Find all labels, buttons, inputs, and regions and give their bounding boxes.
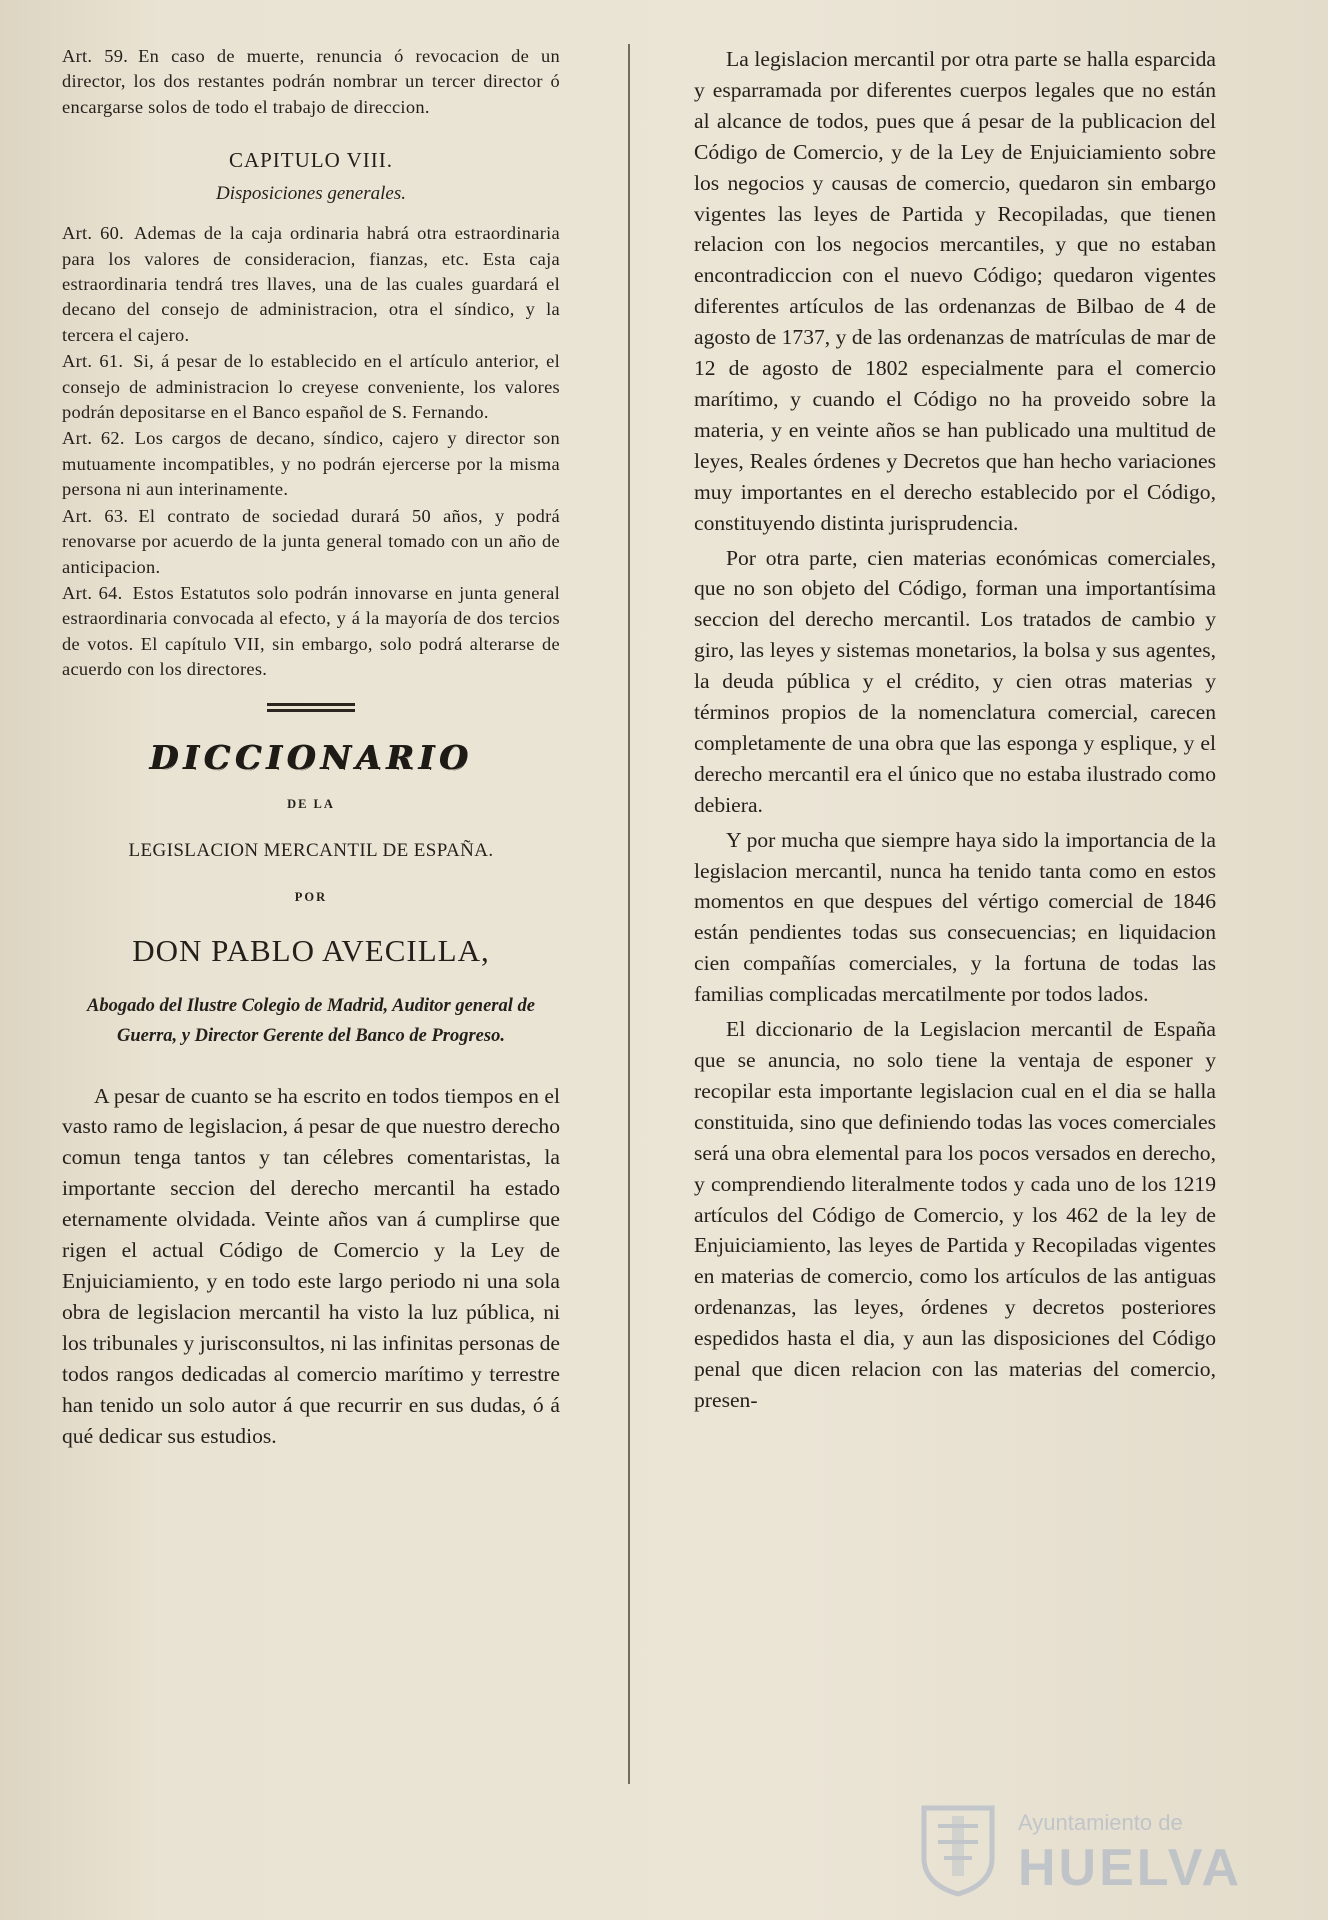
author-credentials: Abogado del Ilustre Colegio de Madrid, Auditor general de Guerra, y Director Gerente del Banco de Progreso. bbox=[87, 995, 535, 1046]
articles-list bbox=[62, 221, 560, 682]
right-body bbox=[694, 44, 1216, 1416]
section-divider bbox=[267, 703, 355, 712]
heading-legislacion: LEGISLACION MERCANTIL DE ESPAÑA. bbox=[128, 839, 494, 861]
articles-top bbox=[62, 44, 560, 120]
column-rule bbox=[628, 44, 630, 1784]
right-column bbox=[694, 44, 1216, 1416]
archive-watermark bbox=[918, 1800, 1248, 1900]
article-number: Art. 59. bbox=[62, 46, 129, 66]
left-body bbox=[62, 1081, 560, 1452]
article-number: Art. 61. bbox=[62, 351, 124, 372]
article-59 bbox=[62, 44, 560, 120]
paragraph: Por otra parte, cien materias económicas comerciales, que no son objeto del Código, forman una importantísima seccion del derecho mercantil. Los tratados de cambio y giro, las leyes y sistemas monetarios, la bolsa y sus agentes, la deuda pública y el crédito, y cien otras materias y términos propios de la nomenclatura comercial, carecen completamente de una obra que las esponga y esplique, y el derecho mercantil era el único que no estaba ilustrado como debiera. bbox=[694, 545, 1216, 817]
article-number: Art. 62. bbox=[62, 428, 125, 449]
city-shield-icon bbox=[918, 1802, 998, 1898]
article-61 bbox=[62, 349, 560, 425]
article-text: Ademas de la caja ordinaria habrá otra estraordinaria para los valores de consideracion, fianzas, etc. Esta caja estraordinaria tendrá tres llaves, una de las cuales guardará el decano del consejo de administracion, otra el síndico, y la tercera el cajero. bbox=[62, 223, 560, 345]
article-62 bbox=[62, 426, 560, 502]
article-text: Los cargos de decano, síndico, cajero y director son mutuamente incompatibles, y no podrán ejercerse por la misma persona ni aun interinamente. bbox=[62, 428, 560, 500]
heading-de-la: DE LA bbox=[287, 796, 335, 811]
heading-diccionario: DICCIONARIO bbox=[149, 737, 473, 777]
article-number: Art. 64. bbox=[62, 582, 123, 603]
left-column bbox=[62, 44, 560, 1451]
heading-por: POR bbox=[294, 889, 328, 904]
article-64 bbox=[62, 581, 560, 683]
article-number: Art. 60. bbox=[62, 223, 125, 244]
article-63 bbox=[62, 504, 560, 580]
article-text: En caso de muerte, renuncia ó revocacion de un director, los dos restantes podrán nombrar un tercer director ó encargarse solos de todo el trabajo de direccion. bbox=[62, 46, 560, 117]
article-text: El contrato de sociedad durará 50 años, y podrá renovarse por acuerdo de la junta general tomado con un año de anticipacion. bbox=[62, 505, 560, 577]
article-number: Art. 63. bbox=[62, 505, 129, 526]
watermark-line1: Ayuntamiento de bbox=[1018, 1810, 1183, 1835]
chapter-title: CAPITULO VIII. bbox=[228, 148, 394, 173]
paragraph: El diccionario de la Legislacion mercantil de España que se anuncia, no solo tiene la ventaja de esponer y recopilar esta importante legislacion cual en el dia se halla constituida, sino que definiendo todas las voces comerciales será una obra elemental para los pocos versados en derecho, y comprendiendo literalmente todos y cada uno de los 1219 artículos del Código de Comercio, y los 462 de la ley de Enjuiciamiento, las leyes de Partida y Recopiladas vigentes en materias de comercio, como los artículos de las antiguas ordenanzas, las leyes, órdenes y decretos posteriores espedidos hasta el dia, y aun las disposiciones del Código penal que dicen relacion con las materias del comercio, presen- bbox=[694, 1017, 1216, 1412]
author-name: DON PABLO AVECILLA, bbox=[132, 932, 490, 968]
chapter-subtitle: Disposiciones generales. bbox=[216, 183, 406, 205]
article-text: Si, á pesar de lo establecido en el artículo anterior, el consejo de administracion lo creyese conveniente, los valores podrán depositarse en el Banco español de S. Fernando. bbox=[62, 351, 560, 423]
watermark-line2: HUELVA bbox=[1018, 1839, 1243, 1897]
article-text: Estos Estatutos solo podrán innovarse en junta general estraordinaria convocada al efecto, y á la mayoría de dos tercios de votos. El capítulo VII, sin embargo, solo podrá alterarse de acuerdo con los directores. bbox=[62, 582, 560, 680]
paragraph: A pesar de cuanto se ha escrito en todos tiempos en el vasto ramo de legislacion, á pesar de que nuestro derecho comun tenga tantos y tan célebres comentaristas, la importante seccion del derecho mercantil ha estado eternamente olvidada. Veinte años van á cumplirse que rigen el actual Código de Comercio y la Ley de Enjuiciamiento, y en todo este largo periodo ni una sola obra de legislacion mercantil ha visto la luz pública, ni los tribunales y jurisconsultos, ni las infinitas personas de todos rangos dedicadas al comercio marítimo y terrestre han tenido un solo autor á que recurrir en sus dudas, ó á qué dedicar sus estudios. bbox=[62, 1083, 560, 1448]
article-60 bbox=[62, 221, 560, 348]
paragraph: La legislacion mercantil por otra parte se halla esparcida y esparramada por diferentes cuerpos legales que no están al alcance de todos, pues que á pesar de la publicacion del Código de Comercio, y de la Ley de Enjuiciamiento sobre los negocios y causas de comercio, quedaron sin embargo vigentes las leyes de Partida y Recopiladas, que tienen relacion con los negocios mercantiles, y que no estaban encontradiccion con el nuevo Código; quedaron vigentes diferentes artículos de las ordenanzas de Bilbao de 4 de agosto de 1737, y de las ordenanzas de matrículas de mar de 12 de agosto de 1802 especialmente para el comercio marítimo, y cuando el Código no ha proveido sobre la materia, y en veinte años se han publicado una multitud de leyes, Reales órdenes y Decretos que han hecho variaciones muy importantes en el derecho establecido por el Código, constituyendo distinta jurisprudencia. bbox=[694, 47, 1216, 535]
paragraph: Y por mucha que siempre haya sido la importancia de la legislacion mercantil, nunca ha tenido tanta como en estos momentos en que despues del vértigo comercial de 1846 están pendientes todas sus consecuencias; en liquidacion cien compañías comerciales, y la fortuna de todas las familias complicadas mercatilmente por todos lados. bbox=[694, 827, 1216, 1007]
